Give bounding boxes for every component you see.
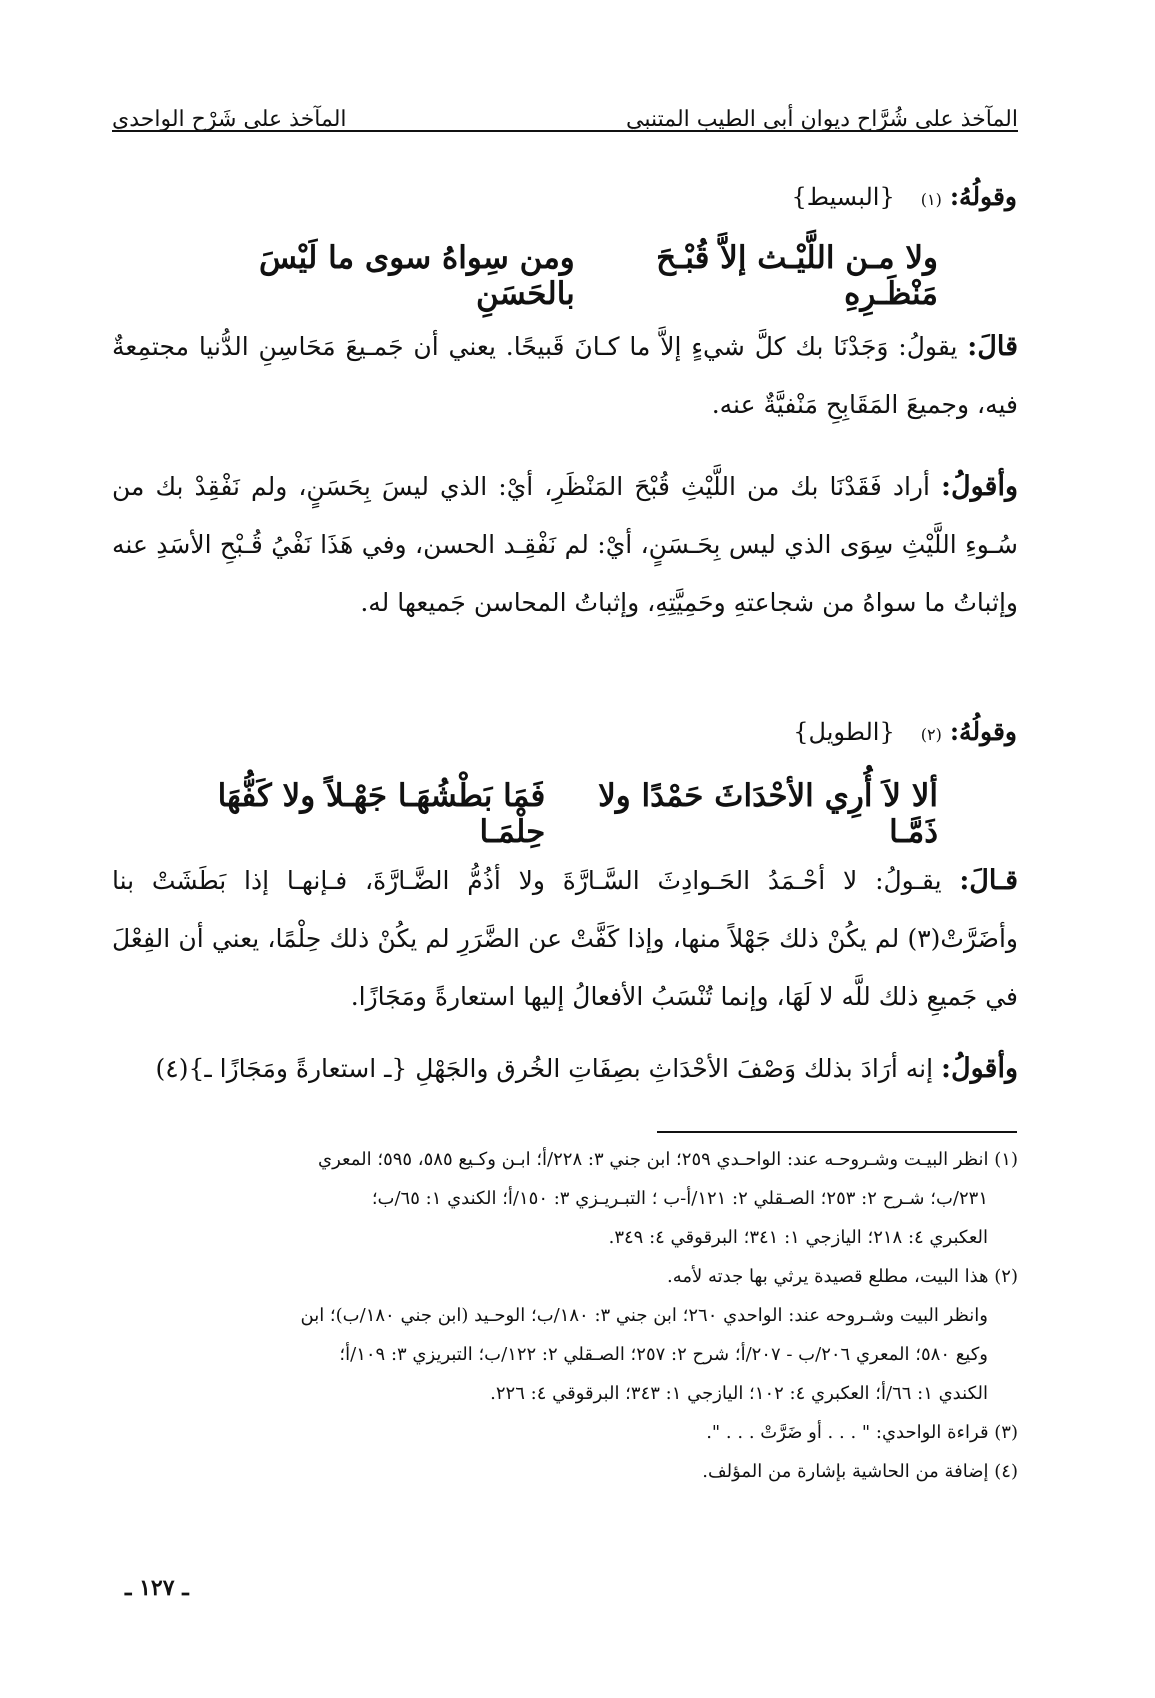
section1-intro xyxy=(792,182,1017,211)
section1-verse xyxy=(175,240,938,312)
section2-aqul-lead: وأقولُ: xyxy=(941,1053,1018,1084)
footnote-rule xyxy=(657,1131,1017,1133)
section1-meter: {البسيط} xyxy=(791,183,895,211)
footnote-2-line-4: الكندي ١: ٦٦/أ؛ العكبري ٤: ١٠٢؛ اليازجي ١: ٣٤٣؛ البرقوقي ٤: ٢٢٦. xyxy=(490,1383,988,1404)
section2-verse-first-hemistich: ألا لاَ أُرِي الأحْدَاثَ حَمْدًا ولا ذَمَّـا xyxy=(598,778,938,850)
section1-qal-text: يقولُ: وَجَدْنَا بك كلَّ شيءٍ إلاَّ ما كـانَ قَبيحًا. يعني أن جَمـيعَ مَحَاسِنِ الدُّنيا مجتمِعةٌ فيه، وجميعَ المَقَابِحِ مَنْفيَّةٌ عنه. xyxy=(112,332,1018,419)
section1-verse-first-hemistich: ولا مـن اللَّيْـث إلاَّ قُبْـحَ مَنْظَـرِهِ xyxy=(656,240,938,312)
footnote-1-line-1: (١) انظر البيـت وشـروحـه عند: الواحـدي ٢٥٩؛ ابن جني ٣: ٢٢٨/أ؛ ابـن وكـيع ٥٨٥، ٥٩٥؛ المعري xyxy=(318,1149,1018,1170)
section2-aqul-text: إنه أرَادَ بذلك وَصْفَ الأحْدَاثِ بصِفَاتِ الخُرق والجَهْلِ {ـ استعارةً ومَجَازًا ـ}(٤) xyxy=(155,1054,934,1083)
section1-commentary-qal xyxy=(112,318,1018,434)
section1-aqul-lead: وأقولُ: xyxy=(941,471,1018,502)
footnote-2-line-1: (٢) هذا البيت، مطلع قصيدة يرثي بها جدته لأمه. xyxy=(666,1266,1018,1287)
header-book-title: المآخذ على شُرَّاح ديوان أبي الطيب المتنبي xyxy=(626,107,1018,132)
section1-verse-second-hemistich: ومن سِواهُ سوى ما لَيْسَ بالحَسَنِ xyxy=(258,240,575,312)
footnote-2-line-3: وكيع ٥٨٠؛ المعري ٢٠٦/ب - ٢٠٧/أ؛ شرح ٢: ٢٥٧؛ الصـقلي ٢: ١٢٢/ب؛ التبريزي ٣: ١٠٩/أ؛ xyxy=(339,1344,988,1365)
footnote-3: (٣) قراءة الواحدي: " . . . أو ضَرَّتْ . . . ". xyxy=(706,1422,1018,1443)
section2-meter: {الطويل} xyxy=(793,718,895,746)
section1-qal-lead: قالَ: xyxy=(967,331,1018,362)
section1-intro-text: وقولُهُ: xyxy=(949,182,1017,211)
section1-aqul-text: أراد فَقَدْنَا بك من اللَّيْثِ قُبْحَ المَنْظَرِ، أيْ: الذي ليسَ بِحَسَنٍ، ولم نَفْقِدْ بك من سُـوءِ اللَّيْثِ سِوَى الذي ليس بِحَـسَنٍ، أيْ: لم نَفْقِـد الحسن، وفي هَذَا نَفْيُ قُـبْحِ الأسَدِ عنه وإثباتُ ما سواهُ من شجاعتهِ وحَمِيَّتِهِ، وإثباتُ المحاسن جَميعها له. xyxy=(112,472,1018,617)
footnote-1-line-3: العكبري ٤: ٢١٨؛ اليازجي ١: ٣٤١؛ البرقوقي ٤: ٣٤٩. xyxy=(608,1227,988,1248)
footnote-4: (٤) إضافة من الحاشية بإشارة من المؤلف. xyxy=(702,1461,1018,1482)
section2-commentary-aqul xyxy=(112,1040,1018,1098)
section1-footnote-ref: (١) xyxy=(920,190,942,209)
section2-verse xyxy=(148,778,938,850)
page-number: ـ ١٢٧ ـ xyxy=(125,1575,189,1601)
section2-intro-text: وقولُهُ: xyxy=(949,717,1017,746)
running-header xyxy=(112,92,1018,132)
section2-footnote-ref: (٢) xyxy=(920,725,942,744)
header-rule xyxy=(112,130,1018,132)
footnote-2-line-2: وانظر البيت وشـروحه عند: الواحدي ٢٦٠؛ ابن جني ٣: ١٨٠/ب؛ الوحـيد (ابن جني ١٨٠/ب)؛ ابن xyxy=(300,1305,988,1326)
section2-qal-lead: قـالَ: xyxy=(959,865,1018,896)
section2-intro xyxy=(793,717,1017,746)
section1-commentary-aqul xyxy=(112,458,1018,632)
section2-verse-second-hemistich: فَمَا بَطْشُهَـا جَهْـلاً ولا كَفُّهَا حِلْمَـا xyxy=(217,778,546,850)
section2-commentary-qal xyxy=(112,852,1018,1026)
section2-qal-text: يقـولُ: لا أحْـمَدُ الحَـوادِثَ السَّـارَّةَ ولا أذُمُّ الضَّـارَّةَ، فـإنهـا إذا بَطَشَتْ بنا وأضَرَّتْ(٣) لم يكُنْ ذلك جَهْلاً منها، وإذا كَفَّتْ عن الضَّرَرِ لم يكُنْ ذلك حِلْمًا، يعني أن الفِعْلَ في جَميعِ ذلك للَّه لا لَهَا، وإنما تُنْسَبُ الأفعالُ إليها استعارةً ومَجَازًا. xyxy=(112,866,1018,1011)
header-chapter-title: المآخذ على شَرْح الواحدي xyxy=(112,107,347,132)
footnotes xyxy=(112,1140,1018,1491)
footnote-1-line-2: ٢٣١/ب؛ شـرح ٢: ٢٥٣؛ الصـقلي ٢: ١٢١/أ-ب ؛ التبـريـزي ٣: ١٥٠/أ؛ الكندي ١: ٦٥/ب؛ xyxy=(371,1188,988,1209)
